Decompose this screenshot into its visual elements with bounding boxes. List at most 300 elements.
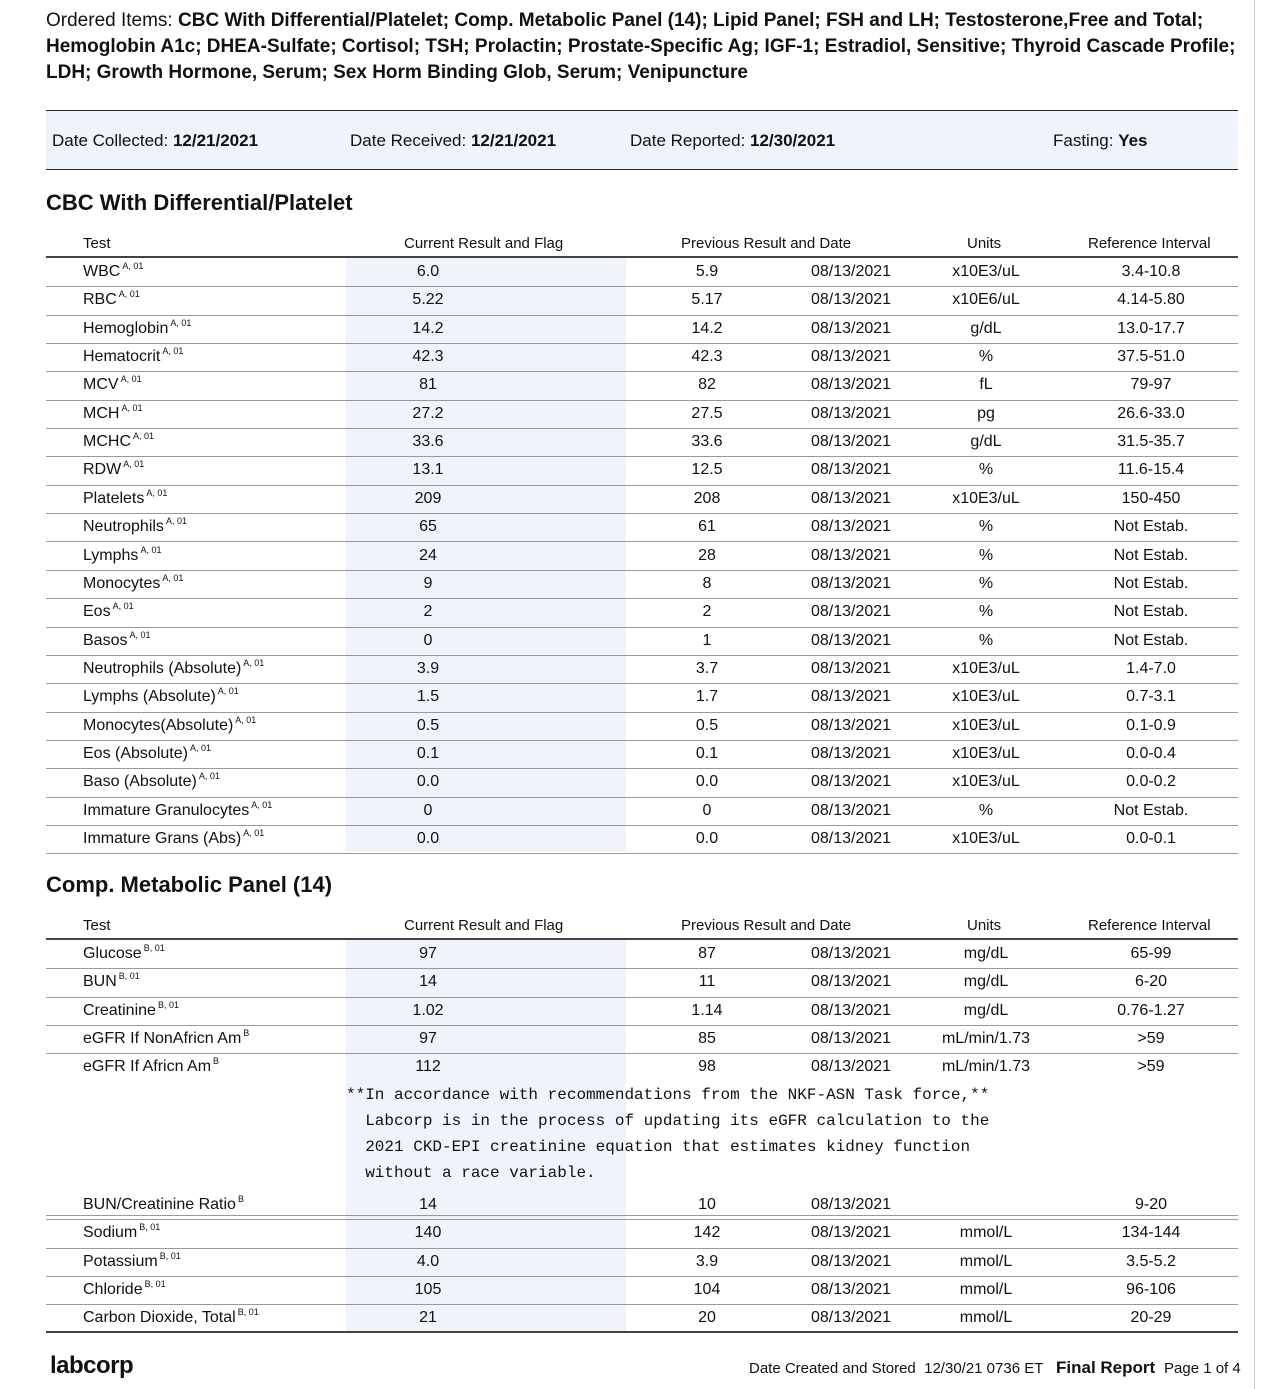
reference-interval: 0.0-0.1 <box>1126 830 1176 847</box>
test-label: Immature Granulocytes <box>83 801 250 819</box>
table-row <box>46 769 1238 797</box>
test-label: WBC <box>83 263 121 280</box>
previous-result: 104 <box>693 1280 721 1298</box>
test-name <box>83 999 179 1020</box>
table-row <box>46 1026 1238 1054</box>
footnote-code: A, 01 <box>120 374 142 385</box>
current-result: 81 <box>419 376 437 394</box>
units: % <box>978 461 994 479</box>
test-name <box>83 603 134 621</box>
footer-page: Page 1 of 4 <box>1164 1360 1241 1377</box>
previous-result: 12.5 <box>691 461 723 479</box>
reference-interval: 0.0-0.2 <box>1126 773 1176 791</box>
units: g/dL <box>970 433 1002 451</box>
footer-status: Final Report <box>1056 1358 1156 1377</box>
units: x10E3/uL <box>952 830 1020 847</box>
table-row <box>46 1277 1238 1305</box>
previous-date: 08/13/2021 <box>810 376 892 394</box>
cmp-section-title: Comp. Metabolic Panel (14) <box>46 872 333 897</box>
footnote-code: A, 01 <box>162 346 184 357</box>
previous-date: 08/13/2021 <box>810 574 892 592</box>
previous-result: 0.1 <box>695 744 719 762</box>
test-name <box>83 1224 160 1242</box>
header-test: Test <box>83 917 111 934</box>
previous-result: 10 <box>698 1196 716 1213</box>
units: mmol/L <box>959 1224 1013 1242</box>
egfr-note <box>346 1082 989 1186</box>
footnote-code: B, 01 <box>159 1250 181 1261</box>
reference-interval: 65-99 <box>1130 945 1172 962</box>
table-row <box>46 969 1238 997</box>
units: x10E3/uL <box>952 744 1020 762</box>
previous-date: 08/13/2021 <box>810 631 892 649</box>
current-result: 0.1 <box>416 744 440 762</box>
egfr-note-line: **In accordance with recommendations from the NKF-ASN Task force,** <box>346 1086 990 1104</box>
current-result: 14.2 <box>412 319 444 337</box>
previous-result: 28 <box>698 546 716 564</box>
previous-result: 3.9 <box>695 1252 719 1270</box>
table-row <box>46 259 1238 287</box>
test-label: Eos (Absolute) <box>83 744 188 762</box>
test-label: MCH <box>83 404 120 422</box>
reference-interval: Not Estab. <box>1113 603 1189 621</box>
current-result: 42.3 <box>412 348 444 366</box>
table-row <box>46 571 1238 599</box>
footnote-code: A, 01 <box>198 771 220 782</box>
table-row <box>46 543 1238 571</box>
previous-date: 08/13/2021 <box>810 830 892 847</box>
current-result: 14 <box>419 1196 437 1213</box>
cbc-section-title: CBC With Differential/Platelet <box>46 190 353 215</box>
test-name <box>83 263 143 281</box>
previous-result: 27.5 <box>691 404 723 422</box>
current-result: 0 <box>423 801 433 819</box>
footnote-code: A, 01 <box>118 289 140 300</box>
reference-interval: >59 <box>1137 1058 1165 1076</box>
previous-date: 08/13/2021 <box>810 1196 892 1213</box>
current-result: 0.0 <box>416 773 440 791</box>
test-name <box>83 402 143 423</box>
test-name <box>83 433 154 451</box>
test-name <box>83 518 187 536</box>
test-label: Creatinine <box>83 1001 156 1019</box>
table-row <box>46 344 1238 372</box>
footnote-code: B <box>213 1056 220 1067</box>
units: x10E3/uL <box>952 659 1020 677</box>
test-name <box>83 1309 259 1327</box>
previous-result: 1 <box>702 631 712 649</box>
test-name <box>83 629 151 650</box>
footnote-code: B, 01 <box>118 971 140 982</box>
current-result: 0.5 <box>416 716 440 734</box>
header-previous: Previous Result and Date <box>681 235 852 252</box>
units: x10E3/uL <box>952 773 1020 791</box>
units: g/dL <box>970 319 1002 337</box>
reference-interval: 0.0-0.4 <box>1126 744 1176 762</box>
test-name <box>83 376 142 394</box>
test-name <box>83 461 144 479</box>
table-row <box>46 457 1238 485</box>
ordered-items-list: CBC With Differential/Platelet; Comp. Metabolic Panel (14); Lipid Panel; FSH and LH; Testosterone,Free and Total; Hemoglobin A1c; DHEA-Sulfate; Cortisol; TSH; Prolactin; Prostate-Specific Ag; IGF-1; Estradiol, Sensitive; Thyroid Cascade Profile; LDH; Growth Hormone, Serum; Sex Horm Binding Glob, Serum; Venipuncture <box>46 10 1236 83</box>
date-reported: Date Reported: 12/30/2021 <box>630 131 836 150</box>
reference-interval: 11.6-15.4 <box>1117 461 1185 479</box>
test-label: eGFR If Africn Am <box>83 1058 212 1076</box>
reference-interval: Not Estab. <box>1113 574 1189 592</box>
footnote-code: A, 01 <box>122 261 144 271</box>
test-name <box>83 572 184 593</box>
table-row <box>46 798 1238 826</box>
units: % <box>978 518 994 536</box>
table-row <box>46 713 1238 741</box>
test-name <box>83 742 211 763</box>
table-row <box>46 684 1238 712</box>
current-result: 140 <box>414 1224 442 1242</box>
previous-date: 08/13/2021 <box>810 291 892 309</box>
footnote-code: A, 01 <box>251 799 273 810</box>
units: % <box>978 348 994 366</box>
table-row <box>46 401 1238 429</box>
reference-interval: 1.4-7.0 <box>1126 659 1176 677</box>
footnote-code: A, 01 <box>112 601 134 612</box>
test-name <box>83 945 165 963</box>
previous-date: 08/13/2021 <box>810 1029 892 1047</box>
previous-result: 85 <box>698 1029 716 1047</box>
previous-result: 1.14 <box>691 1001 723 1019</box>
previous-result: 14.2 <box>691 319 723 337</box>
egfr-note-line: without a race variable. <box>346 1164 596 1182</box>
current-result: 2 <box>423 603 433 621</box>
previous-date: 08/13/2021 <box>810 1252 892 1270</box>
current-result: 0.0 <box>416 830 440 847</box>
labcorp-logo: labcorp <box>50 1352 134 1379</box>
cbc-table-header <box>46 232 1238 258</box>
reference-interval: 9-20 <box>1134 1196 1168 1213</box>
table-row <box>46 599 1238 627</box>
previous-result: 33.6 <box>691 433 723 451</box>
table-row <box>46 741 1238 769</box>
test-name <box>83 1058 219 1076</box>
units: % <box>978 603 994 621</box>
test-label: eGFR If NonAfricn Am <box>83 1029 242 1047</box>
test-label: BUN <box>83 973 117 991</box>
previous-result: 82 <box>698 376 716 394</box>
footnote-code: A, 01 <box>235 714 257 725</box>
table-row <box>46 372 1238 400</box>
test-label: Lymphs (Absolute) <box>83 688 216 706</box>
test-name <box>83 1027 250 1048</box>
footnote-code: A, 01 <box>243 828 265 838</box>
previous-date: 08/13/2021 <box>810 1224 892 1242</box>
test-label: Immature Grans (Abs) <box>83 830 242 847</box>
units: % <box>978 631 994 649</box>
table-row <box>46 628 1238 656</box>
previous-result: 0.5 <box>695 716 719 734</box>
test-label: Sodium <box>83 1224 138 1242</box>
units: mmol/L <box>959 1252 1013 1270</box>
header-current: Current Result and Flag <box>404 235 564 252</box>
previous-result: 61 <box>698 518 716 536</box>
reference-interval: 3.5-5.2 <box>1126 1252 1176 1270</box>
previous-date: 08/13/2021 <box>810 945 892 962</box>
previous-date: 08/13/2021 <box>810 973 892 991</box>
test-name <box>83 348 183 366</box>
table-row <box>46 287 1238 315</box>
footnote-code: B, 01 <box>237 1307 259 1318</box>
previous-result: 3.7 <box>695 659 719 677</box>
test-label: MCHC <box>83 433 131 451</box>
reference-interval: 31.5-35.7 <box>1117 433 1185 451</box>
reference-interval: Not Estab. <box>1113 801 1189 819</box>
previous-date: 08/13/2021 <box>810 688 892 706</box>
test-name <box>83 799 273 820</box>
reference-interval: Not Estab. <box>1113 518 1189 536</box>
test-label: RBC <box>83 291 117 309</box>
units: x10E3/uL <box>952 716 1020 734</box>
test-label: Glucose <box>83 945 142 962</box>
footnote-code: A, 01 <box>243 657 265 668</box>
footer-created: Date Created and Stored 12/30/21 0736 ET <box>749 1360 1044 1377</box>
footnote-code: B, 01 <box>139 1222 161 1233</box>
current-result: 6.0 <box>416 263 440 280</box>
previous-date: 08/13/2021 <box>810 404 892 422</box>
previous-date: 08/13/2021 <box>810 773 892 791</box>
previous-date: 08/13/2021 <box>810 319 892 337</box>
footnote-code: B, 01 <box>144 1278 166 1289</box>
current-result: 5.22 <box>412 291 444 309</box>
table-row <box>46 1192 1238 1220</box>
units: mg/dL <box>963 945 1009 962</box>
previous-result: 1.7 <box>695 688 719 706</box>
units: mg/dL <box>963 973 1009 991</box>
table-row <box>46 826 1238 854</box>
egfr-note-line: Labcorp is in the process of updating its eGFR calculation to the <box>346 1112 990 1130</box>
table-row <box>46 656 1238 684</box>
reference-interval: 6-20 <box>1134 973 1168 991</box>
table-row <box>46 486 1238 514</box>
current-result: 105 <box>414 1280 442 1298</box>
footnote-code: B <box>237 1194 244 1204</box>
units: x10E6/uL <box>952 291 1020 309</box>
previous-date: 08/13/2021 <box>810 433 892 451</box>
previous-result: 87 <box>698 945 716 962</box>
test-label: Chloride <box>83 1280 143 1298</box>
units: x10E3/uL <box>952 489 1020 507</box>
previous-result: 0 <box>702 801 712 819</box>
test-label: Lymphs <box>83 546 139 564</box>
footnote-code: A, 01 <box>217 686 239 697</box>
test-name <box>83 291 140 309</box>
test-label: Baso (Absolute) <box>83 773 197 791</box>
table-row <box>46 1305 1238 1333</box>
header-previous: Previous Result and Date <box>681 917 852 934</box>
footnote-code: A, 01 <box>162 572 184 583</box>
previous-result: 98 <box>698 1058 716 1076</box>
table-row <box>46 316 1238 344</box>
units: % <box>978 546 994 564</box>
previous-date: 08/13/2021 <box>810 518 892 536</box>
previous-result: 42.3 <box>691 348 723 366</box>
previous-date: 08/13/2021 <box>810 489 892 507</box>
previous-date: 08/13/2021 <box>810 461 892 479</box>
reference-interval: Not Estab. <box>1113 546 1189 564</box>
test-label: Neutrophils <box>83 518 164 536</box>
current-result: 33.6 <box>412 433 444 451</box>
test-label: Carbon Dioxide, Total <box>83 1309 236 1327</box>
current-result: 3.9 <box>416 659 440 677</box>
current-result: 65 <box>419 518 437 536</box>
current-result: 209 <box>414 489 442 507</box>
previous-result: 142 <box>693 1224 721 1242</box>
cmp-table-header <box>46 914 1238 940</box>
current-result: 14 <box>419 973 437 991</box>
test-name <box>83 714 257 735</box>
footnote-code: A, 01 <box>129 629 151 640</box>
units: mL/min/1.73 <box>941 1058 1031 1076</box>
current-result: 9 <box>423 574 433 592</box>
current-result: 97 <box>419 945 437 962</box>
current-result: 4.0 <box>416 1252 440 1270</box>
egfr-note-line: 2021 CKD-EPI creatinine equation that estimates kidney function <box>346 1138 971 1156</box>
current-result: 21 <box>419 1309 437 1327</box>
test-name <box>83 773 220 791</box>
reference-interval: 37.5-51.0 <box>1117 348 1185 366</box>
reference-interval: 150-450 <box>1121 489 1181 507</box>
footnote-code: A, 01 <box>123 459 145 470</box>
table-row <box>46 941 1238 969</box>
table-row <box>46 1220 1238 1248</box>
date-received: Date Received: 12/21/2021 <box>350 131 557 150</box>
footnote-code: A, 01 <box>189 742 211 753</box>
previous-result: 8 <box>702 574 712 592</box>
test-name <box>83 1196 244 1214</box>
footnote-code: A, 01 <box>121 402 143 413</box>
test-label: BUN/Creatinine Ratio <box>83 1196 236 1213</box>
footnote-code: B <box>243 1027 250 1038</box>
reference-interval: 0.7-3.1 <box>1126 688 1176 706</box>
current-result: 24 <box>419 546 437 564</box>
footnote-code: A, 01 <box>170 317 192 328</box>
reference-interval: Not Estab. <box>1113 631 1189 649</box>
footnote-code: B, 01 <box>157 999 179 1010</box>
ordered-items <box>46 8 1246 86</box>
reference-interval: 0.76-1.27 <box>1117 1001 1185 1019</box>
previous-result: 5.9 <box>695 263 719 280</box>
units: mmol/L <box>959 1280 1013 1298</box>
reference-interval: 0.1-0.9 <box>1126 716 1176 734</box>
test-label: Monocytes <box>83 574 161 592</box>
reference-interval: 20-29 <box>1130 1309 1172 1327</box>
previous-date: 08/13/2021 <box>810 546 892 564</box>
test-name <box>83 544 162 565</box>
current-result: 1.5 <box>416 688 440 706</box>
table-row <box>46 998 1238 1026</box>
test-name <box>83 487 168 508</box>
header-units: Units <box>967 235 1002 252</box>
test-label: MCV <box>83 376 119 394</box>
header-reference: Reference Interval <box>1088 917 1211 934</box>
units: mL/min/1.73 <box>941 1029 1031 1047</box>
reference-interval: >59 <box>1137 1029 1165 1047</box>
previous-date: 08/13/2021 <box>810 263 892 280</box>
previous-result: 0.0 <box>695 830 719 847</box>
previous-date: 08/13/2021 <box>810 348 892 366</box>
current-result: 112 <box>415 1058 441 1076</box>
header-units: Units <box>967 917 1002 934</box>
table-row <box>46 514 1238 542</box>
header-test: Test <box>83 235 111 252</box>
current-result: 97 <box>419 1029 437 1047</box>
current-result: 27.2 <box>412 404 444 422</box>
test-label: Monocytes(Absolute) <box>83 716 234 734</box>
current-result: 0 <box>423 631 433 649</box>
header-current: Current Result and Flag <box>404 917 564 934</box>
ordered-items-label: Ordered Items: <box>46 10 178 31</box>
test-name <box>83 1250 181 1271</box>
test-label: Hematocrit <box>83 348 161 366</box>
units: pg <box>977 404 995 422</box>
previous-result: 20 <box>698 1309 716 1327</box>
test-name <box>83 657 265 678</box>
test-label: Potassium <box>83 1252 158 1270</box>
previous-date: 08/13/2021 <box>810 801 892 819</box>
test-label: Eos <box>83 603 111 621</box>
current-result: 1.02 <box>412 1001 444 1019</box>
test-name <box>83 1278 166 1299</box>
test-name <box>83 317 192 338</box>
previous-date: 08/13/2021 <box>810 716 892 734</box>
units: x10E3/uL <box>952 688 1020 706</box>
test-label: Platelets <box>83 489 145 507</box>
reference-interval: 13.0-17.7 <box>1117 319 1185 337</box>
footnote-code: A, 01 <box>140 544 162 555</box>
previous-date: 08/13/2021 <box>810 1280 892 1298</box>
header-reference: Reference Interval <box>1088 235 1211 252</box>
table-row <box>46 1249 1238 1277</box>
units: % <box>978 801 994 819</box>
units: % <box>978 574 994 592</box>
current-result: 13.1 <box>412 461 444 479</box>
footer-divider <box>46 1331 1238 1333</box>
fasting-status: Fasting: Yes <box>1053 131 1148 150</box>
footnote-code: A, 01 <box>165 516 187 527</box>
test-name <box>83 688 239 706</box>
reference-interval: 79-97 <box>1130 376 1172 394</box>
test-name <box>83 830 264 848</box>
previous-date: 08/13/2021 <box>810 744 892 762</box>
footnote-code: A, 01 <box>133 431 155 442</box>
previous-date: 08/13/2021 <box>810 1309 892 1327</box>
test-label: Basos <box>83 631 128 649</box>
test-label: RDW <box>83 461 122 479</box>
test-label: Neutrophils (Absolute) <box>83 659 242 677</box>
previous-result: 5.17 <box>691 291 723 309</box>
units: mmol/L <box>959 1309 1013 1327</box>
previous-result: 208 <box>693 489 721 507</box>
previous-date: 08/13/2021 <box>810 603 892 621</box>
reference-interval: 3.4-10.8 <box>1121 263 1181 280</box>
date-collected: Date Collected: 12/21/2021 <box>52 131 259 150</box>
reference-interval: 96-106 <box>1126 1280 1176 1298</box>
reference-interval: 134-144 <box>1121 1224 1181 1242</box>
test-label: Hemoglobin <box>83 319 169 337</box>
footnote-code: A, 01 <box>146 487 168 498</box>
reference-interval: 4.14-5.80 <box>1117 291 1185 309</box>
footnote-code: B, 01 <box>143 943 165 953</box>
previous-date: 08/13/2021 <box>810 1001 892 1019</box>
previous-date: 08/13/2021 <box>810 1058 892 1076</box>
units: mg/dL <box>963 1001 1009 1019</box>
previous-date: 08/13/2021 <box>810 659 892 677</box>
